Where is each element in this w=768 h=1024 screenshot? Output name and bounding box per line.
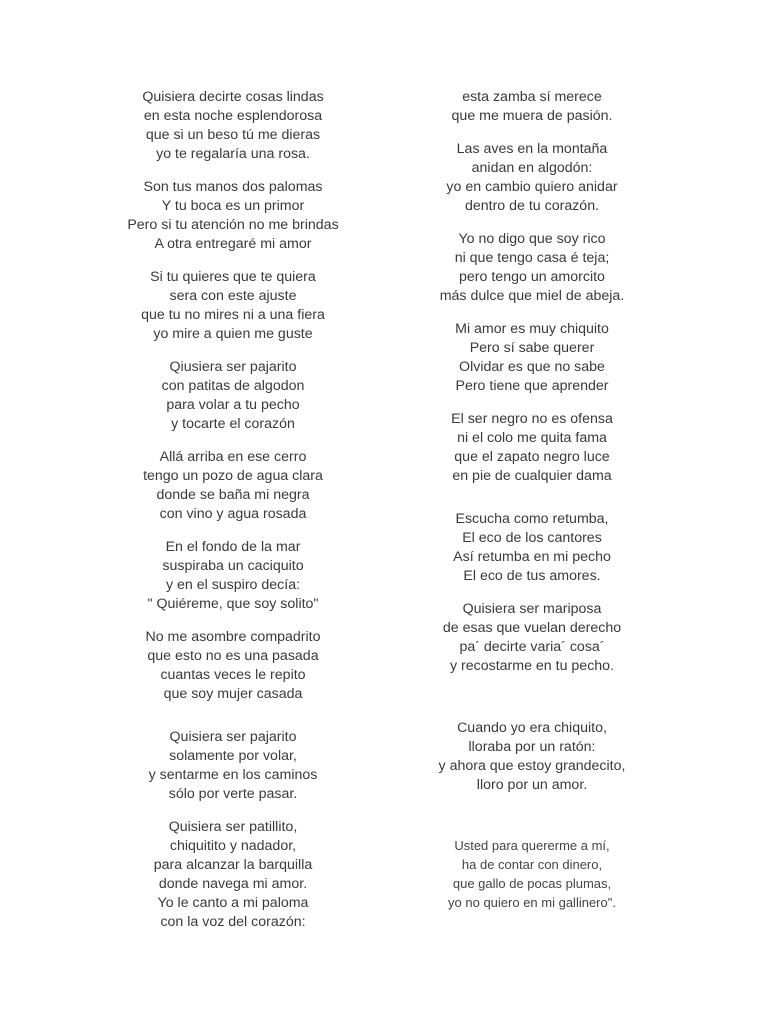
verse-line: Quisiera ser mariposa [462, 601, 602, 617]
verse-line: solamente por volar, [169, 748, 297, 764]
verse-line: más dulce que miel de abeja. [439, 288, 625, 304]
verse-line: donde se baña mi negra [156, 487, 310, 503]
verse-line: sera con este ajuste [169, 288, 297, 304]
verse-line: El eco de tus amores. [463, 568, 601, 584]
verse-line: Son tus manos dos palomas [143, 179, 323, 195]
verse-line: para volar a tu pecho [166, 397, 300, 413]
verse-line: Si tu quieres que te quiera [150, 269, 316, 285]
verse-line: que esto no es una pasada [147, 648, 319, 664]
verse-line: con patitas de algodon [161, 378, 305, 394]
verse-line: sólo por verte pasar. [168, 786, 298, 802]
verse-line: y ahora que estoy grandecito, [438, 758, 626, 774]
stanza [118, 358, 348, 434]
verse-line: Mi amor es muy chiquito [455, 321, 609, 337]
verse-line: Olvidar es que no sabe [459, 359, 605, 375]
verse-line: que tu no mires ni a una fiera [141, 307, 325, 323]
stanza [420, 140, 644, 216]
verse-line: de esas que vuelan derecho [442, 620, 622, 636]
stanza [118, 628, 348, 704]
stanza [420, 230, 644, 306]
stanza [420, 88, 644, 126]
verse-line: y tocarte el corazón [171, 416, 295, 432]
verse-line: con vino y agua rosada [159, 506, 307, 522]
stanza [118, 178, 348, 254]
verse-line: El eco de los cantores [462, 530, 602, 546]
verse-line: Quisiera ser pajarito [169, 729, 297, 745]
verse-line: lloro por un amor. [476, 777, 588, 793]
verse-line: que si un beso tú me dieras [145, 127, 321, 143]
stanza [420, 410, 644, 486]
stanza [118, 818, 348, 932]
stanza [118, 88, 348, 164]
verse-line: pero tengo un amorcito [459, 269, 605, 285]
verse-line: y recostarme en tu pecho. [449, 658, 615, 674]
verse-line: ni el colo me quita fama [457, 430, 607, 446]
verse-line: y sentarme en los caminos [148, 767, 318, 783]
verse-line: con la voz del corazón: [160, 914, 306, 930]
stanza [420, 600, 644, 676]
verse-line: y en el suspiro decía: [165, 577, 301, 593]
verse-line: ni que tengo casa é teja; [454, 250, 610, 266]
verse-line: esta zamba sí merece [462, 89, 602, 105]
verse-line: El ser negro no es ofensa [451, 411, 613, 427]
verse-line: que gallo de pocas plumas, [452, 876, 612, 891]
verse-line: Allá arriba en ese cerro [159, 449, 307, 465]
verse-line: que me muera de pasión. [451, 108, 613, 124]
stanza [420, 719, 644, 795]
verse-line: Cuando yo era chiquito, [457, 720, 607, 736]
verse-line: ha de contar con dinero, [461, 857, 603, 872]
left-column [118, 88, 348, 932]
verse-line: Qiusiera ser pajarito [169, 359, 297, 375]
verse-line: que soy mujer casada [163, 686, 303, 702]
verse-line: Yo no digo que soy rico [458, 231, 606, 247]
verse-line: Las aves en la montaña [456, 141, 608, 157]
verse-line: donde navega mi amor. [158, 876, 308, 892]
verse-line: suspiraba un caciquito [162, 558, 304, 574]
verse-line: En el fondo de la mar [165, 539, 301, 555]
verse-line: anidan en algodón: [471, 160, 593, 176]
verse-line: en esta noche esplendorosa [143, 108, 323, 124]
verse-line: Quisiera decirte cosas lindas [142, 89, 324, 105]
verse-line: Pero sí sabe querer [469, 340, 595, 356]
verse-line: Yo le canto a mi paloma [157, 895, 309, 911]
verse-line: yo no quiero en mi gallinero". [448, 895, 616, 910]
verse-line: Pero tiene que aprender [455, 378, 609, 394]
verse-line: cuantas veces le repito [160, 667, 306, 683]
right-column [420, 88, 644, 912]
verse-line: Quisiera ser patillito, [168, 819, 298, 835]
stanza [118, 448, 348, 524]
verse-line: en pie de cualquier dama [452, 468, 612, 484]
verse-line: Y tu boca es un primor [161, 198, 305, 214]
verse-line: que el zapato negro luce [454, 449, 610, 465]
verse-line: lloraba por un ratón: [468, 739, 596, 755]
stanza [118, 268, 348, 344]
verse-line: dentro de tu corazón. [464, 198, 600, 214]
verse-line: A otra entregaré mi amor [154, 236, 312, 252]
verse-line: Escucha como retumba, [455, 511, 609, 527]
verse-line: chiquitito y nadador, [169, 838, 297, 854]
verse-line: para alcanzar la barquilla [153, 857, 313, 873]
verse-line: tengo un pozo de agua clara [143, 468, 323, 484]
verse-line: " Quiéreme, que soy solito" [147, 596, 319, 612]
stanza [420, 836, 644, 912]
stanza [420, 510, 644, 586]
verse-line: Pero si tu atención no me brindas [127, 217, 339, 233]
stanza [420, 320, 644, 396]
verse-line: yo te regalaría una rosa. [156, 146, 310, 162]
verse-line: pa´ decirte varia´ cosa´ [459, 639, 605, 655]
verse-line: yo en cambio quiero anidar [446, 179, 618, 195]
stanza [118, 728, 348, 804]
verse-line: No me asombre compadrito [145, 629, 321, 645]
stanza [118, 538, 348, 614]
verse-line: yo mire a quien me guste [153, 326, 313, 342]
verse-line: Usted para quererme a mí, [454, 838, 610, 853]
verse-line: Así retumba en mi pecho [453, 549, 611, 565]
